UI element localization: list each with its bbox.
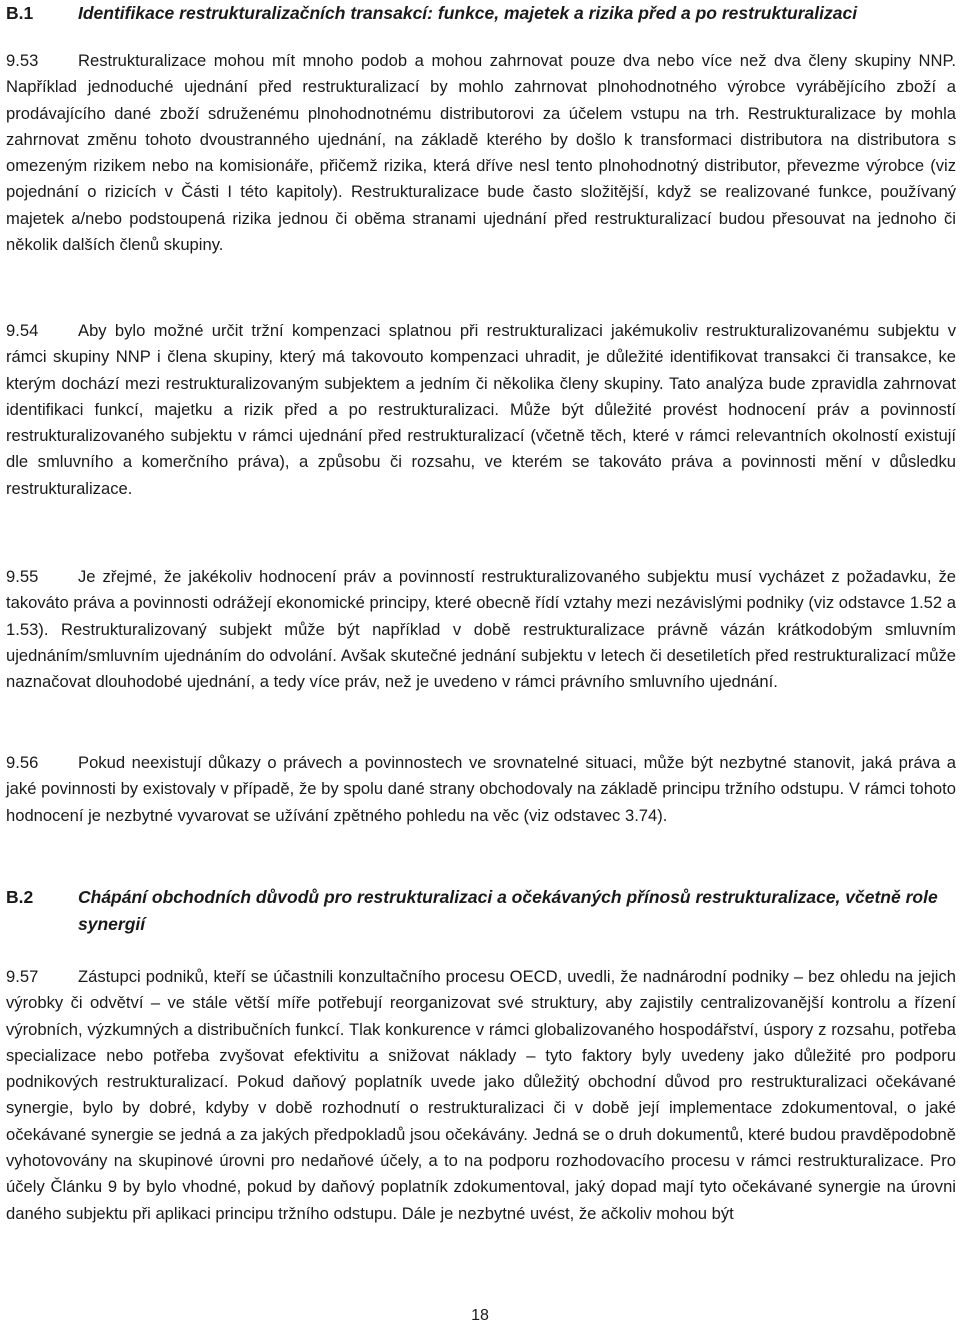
section-number: B.2 [6,887,34,907]
section-title: Identifikace restrukturalizačních transakcí: funkce, majetek a rizika před a po restrukturalizaci [78,3,858,23]
section-number: B.1 [6,3,34,23]
paragraph-9-56 [6,750,956,829]
paragraph-text: Je zřejmé, že jakékoliv hodnocení práv a povinností restrukturalizovaného subjektu musí vycházet z požadavku, že takováto práva a povinnosti odrážejí ekonomické principy, které obecně řídí vztahy mezi nezávislými podniky (viz odstavce 1.52 a 1.53). Restrukturalizovaný subjekt může být například v době restrukturalizace právně vázán krátkodobým smluvním ujednáním/smluvním ujednáním do odvolání. Avšak skutečné jednání subjektu v letech či desetiletích před restrukturalizací může naznačovat dlouhodobé ujednání, a tedy více práv, než je uvedeno v rámci právního smluvního ujednání. [6,567,956,692]
paragraph-number: 9.57 [6,967,39,986]
paragraph-text: Restrukturalizace mohou mít mnoho podob a mohou zahrnovat pouze dva nebo více než dva členy skupiny NNP. Například jednoduché ujednání před restrukturalizací by mohlo zahrnovat plnohodnotného výrobce vyrábějícího zboží a prodávajícího dané zboží sdruženému plnohodnotnému distributorovi za účelem vstupu na trh. Restrukturalizace by mohla zahrnovat změnu tohoto dvoustranného ujednání, na základě kterého by došlo k transformaci distributora na distributora s omezeným rizikem nebo na komisionáře, přičemž rizika, která dříve nesl tento plnohodnotný distributor, převezme výrobce (viz pojednání o rizicích v Části I této kapitoly). Restrukturalizace bude často složitější, když se realizované funkce, používaný majetek a/nebo podstoupená rizika jednou či oběma stranami ujednání před restrukturalizací budou přesouvat na jednoho či několik dalších členů skupiny. [6,51,956,255]
paragraph-text: Zástupci podniků, kteří se účastnili konzultačního procesu OECD, uvedli, že nadnárodní podniky – bez ohledu na jejich výrobky či odvětví – ve stále větší míře potřebují reorganizovat své struktury, aby zajistily centralizovanější kontrolu a řízení výrobních, výzkumných a distribučních funkcí. Tlak konkurence v rámci globalizovaného hospodářství, úspory z rozsahu, potřeba specializace nebo potřeba zvyšovat efektivitu a snižovat náklady – tyto faktory byly uvedeny jako důležité pro podporu podnikových restrukturalizací. Pokud daňový poplatník uvede jako důležitý obchodní důvod pro restrukturalizaci očekávané synergie, bylo by dobré, kdyby v době rozhodnutí o restrukturalizaci či v době její implementace zdokumentoval, o jaké očekávané synergie se jedná a za jakých předpokladů jsou očekávány. Jedná se o druh dokumentů, které budou pravděpodobně vyhotovovány na skupinové úrovni pro nedaňové účely, a to na podporu rozhodovacího procesu v rámci restrukturalizace. Pro účely Článku 9 by bylo vhodné, pokud by daňový poplatník zdokumentoval, jaký dopad mají tyto očekávané synergie na úrovni daného subjektu při aplikaci principu tržního odstupu. Dále je nezbytné uvést, že ačkoliv mohou být [6,967,956,1223]
page-number: 18 [471,1307,489,1324]
paragraph-text: Pokud neexistují důkazy o právech a povinnostech ve srovnatelné situaci, může být nezbytné stanovit, jaká práva a jaké povinnosti by existovaly v případě, že by spolu dané strany obchodovaly na základě principu tržního odstupu. V rámci tohoto hodnocení je nezbytné vyvarovat se užívání zpětného pohledu na věc (viz odstavec 3.74). [6,753,956,825]
section-heading-b2 [6,884,956,938]
paragraph-number: 9.56 [6,753,39,772]
section-title: Chápání obchodních důvodů pro restrukturalizaci a očekávaných přínosů restrukturalizace, včetně role synergií [78,887,938,934]
section-heading-b1 [6,0,956,27]
paragraph-9-54 [6,318,956,502]
paragraph-9-55 [6,564,956,695]
paragraph-text: Aby bylo možné určit tržní kompenzaci splatnou při restrukturalizaci jakémukoliv restrukturalizovanému subjektu v rámci skupiny NNP i člena skupiny, který má takovouto kompenzaci uhradit, je důležité identifikovat transakci či transakce, ke kterým dochází mezi restrukturalizovaným subjektem a jedním či několika členy skupiny. Tato analýza bude zpravidla zahrnovat identifikaci funkcí, majetku a rizik před a po restrukturalizaci. Může být důležité provést hodnocení práv a povinností restrukturalizovaného subjektu v rámci ujednání před restrukturalizací (včetně těch, které v rámci relevantních okolností existují dle smluvního a komerčního práva), a způsobu či rozsahu, ve kterém se takováto práva a povinnosti mění v důsledku restrukturalizace. [6,321,956,498]
paragraph-number: 9.54 [6,321,39,340]
paragraph-number: 9.53 [6,51,39,70]
paragraph-9-57 [6,964,956,1227]
paragraph-9-53 [6,48,956,258]
paragraph-number: 9.55 [6,567,39,586]
